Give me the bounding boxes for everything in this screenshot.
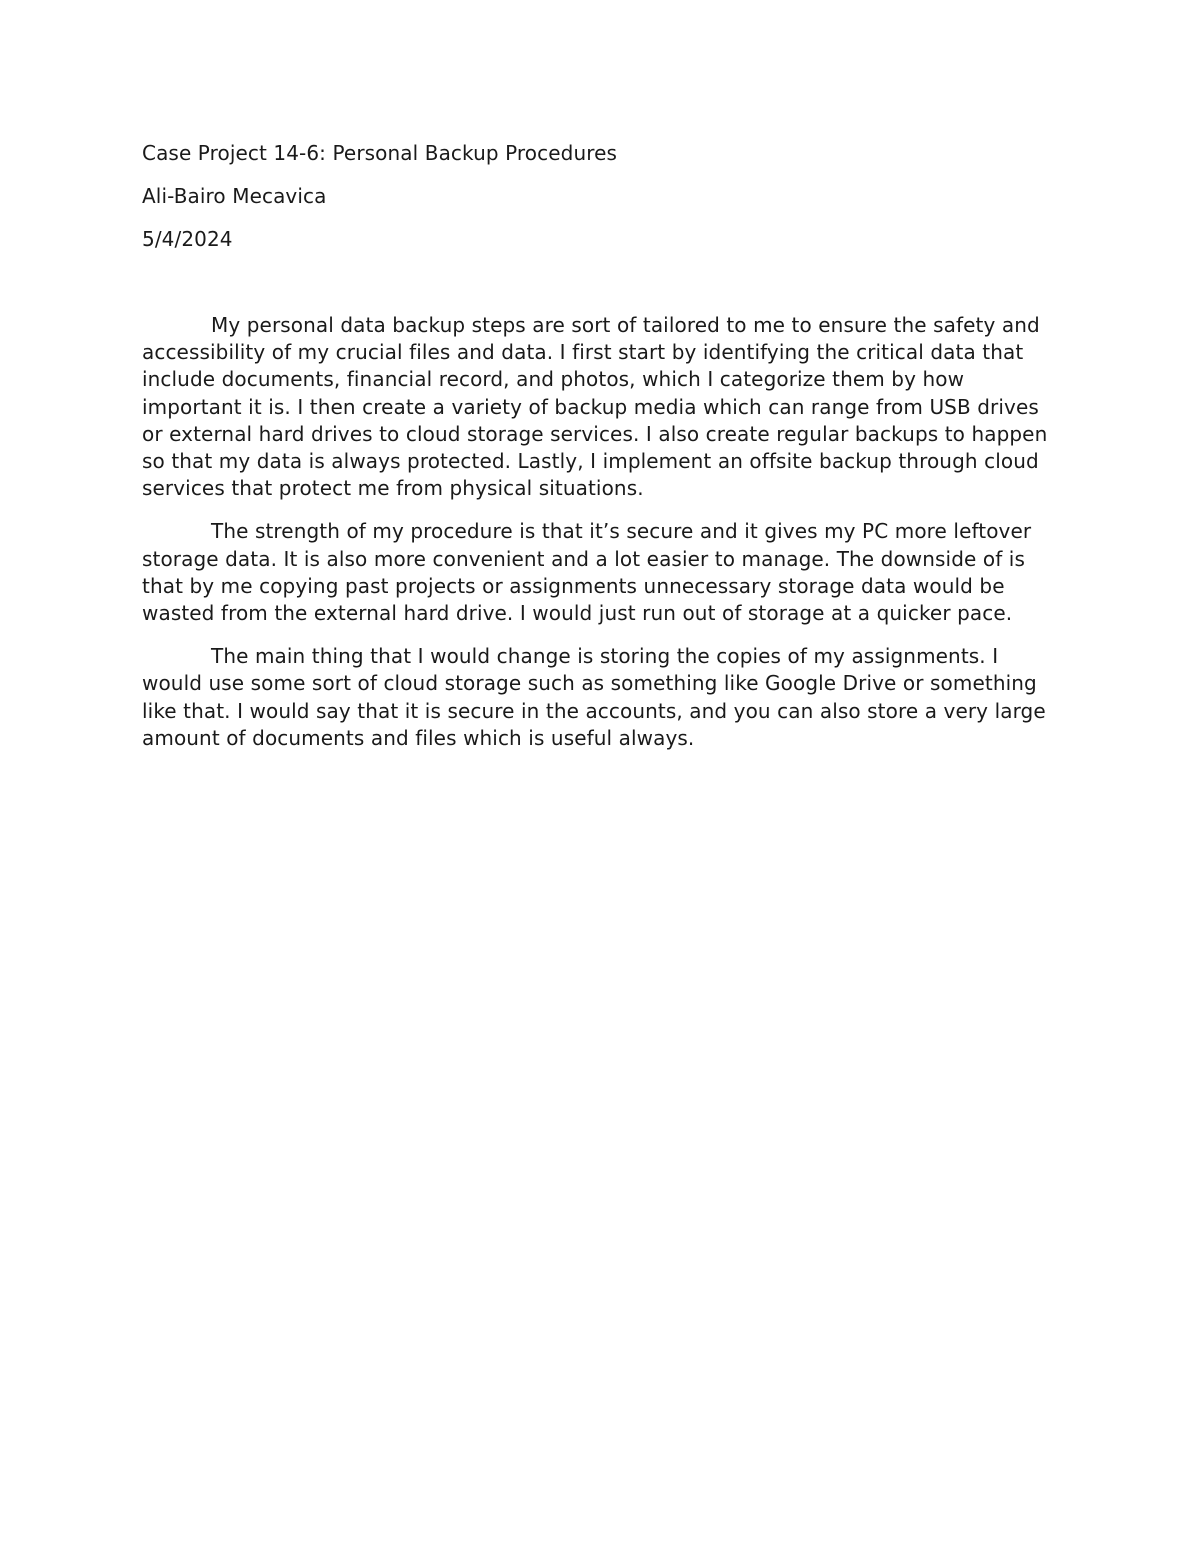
paragraph-backup-steps: My personal data backup steps are sort of tailored to me to ensure the safety and accessibility of my crucial files and data. I first start by identifying the critical data that include documents, financial record, and photos, which I categorize them by how important it is. I then create a variety of backup media which can range from USB drives or external hard drives to cloud storage services. I also create regular backups to happen so that my data is always protected. Lastly, I implement an offsite backup through cloud services that protect me from physical situations. — [142, 313, 1048, 501]
document-title: Case Project 14-6: Personal Backup Procedures — [142, 141, 618, 165]
paragraph-changes: The main thing that I would change is storing the copies of my assignments. I would use some sort of cloud storage such as something like Google Drive or something like that. I would say that it is secure in the accounts, and you can also store a very large amount of documents and files which is useful always. — [142, 644, 1046, 750]
document-content — [142, 138, 1062, 768]
document-date: 5/4/2024 — [142, 227, 233, 251]
document-body — [142, 312, 1062, 752]
author-name: Ali-Bairo Mecavica — [142, 184, 327, 208]
paragraph-strengths-weaknesses: The strength of my procedure is that it’s secure and it gives my PC more leftover storage data. It is also more convenient and a lot easier to manage. The downside of is that by me copying past projects or assignments unnecessary storage data would be wasted from the external hard drive. I would just run out of storage at a quicker pace. — [142, 519, 1032, 626]
